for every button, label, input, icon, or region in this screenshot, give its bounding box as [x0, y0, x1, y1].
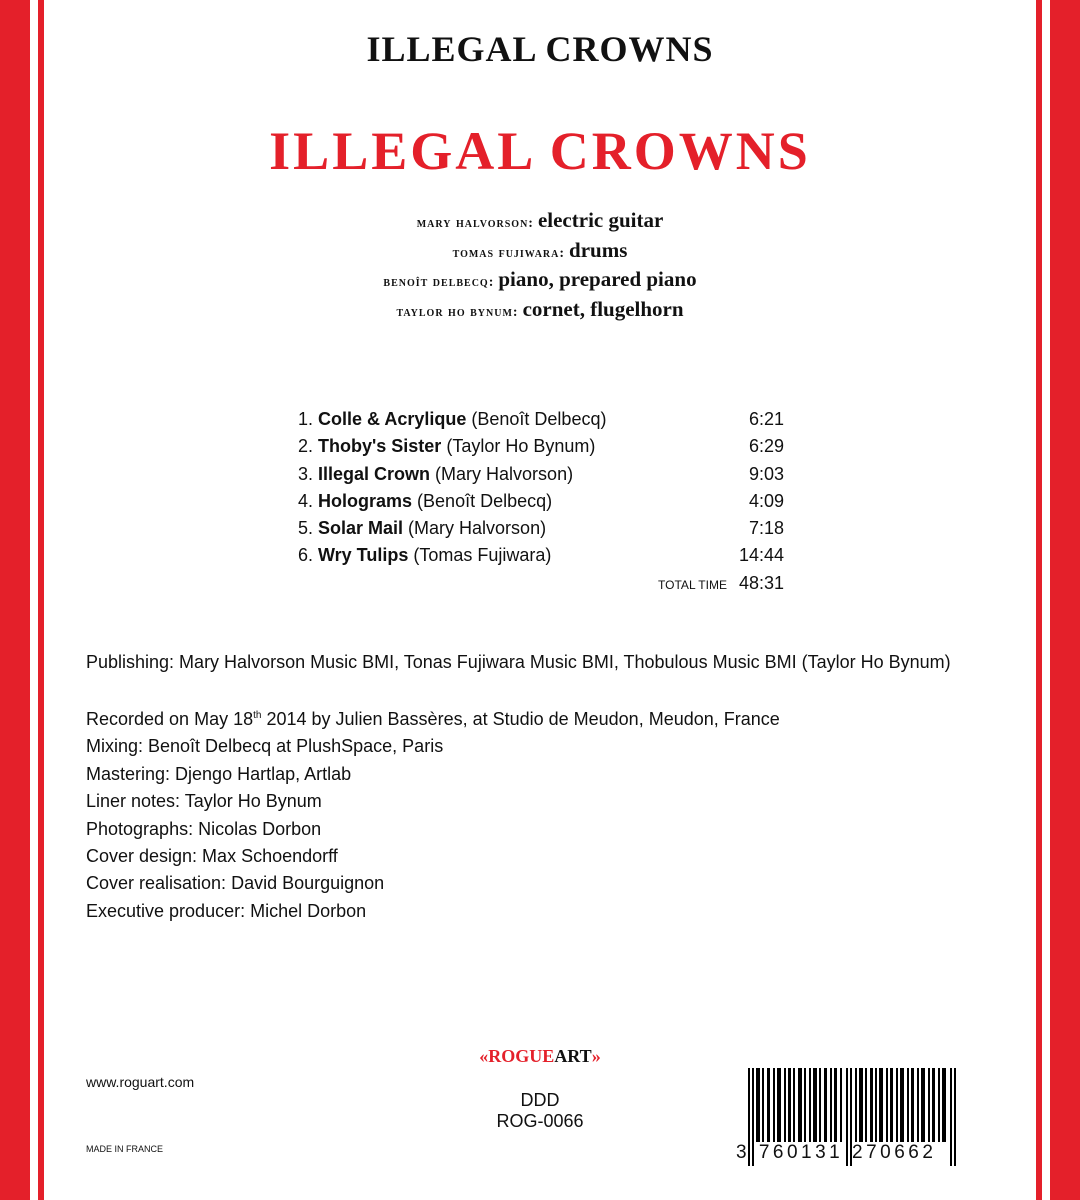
musician-name: taylor ho bynum: — [396, 304, 519, 320]
credit-line: Mixing: Benoît Delbecq at PlushSpace, Paris — [86, 736, 444, 757]
track-title: Solar Mail — [318, 518, 404, 539]
made-in-label: MADE IN FRANCE — [86, 1144, 164, 1154]
track-composer: (Benoît Delbecq) — [471, 409, 607, 429]
track-row — [298, 433, 784, 460]
musician-name: mary halvorson: — [416, 216, 534, 231]
recording-credit-text-rest: 2014 by Julien Bassères, at Studio de Meudon, Meudon, France — [261, 709, 780, 729]
date-ordinal: th — [253, 710, 262, 721]
credit-line: Photographs: Nicolas Dorbon — [86, 818, 322, 839]
track-row — [298, 488, 784, 515]
total-time-row — [298, 570, 784, 597]
total-time-label: TOTAL TIME — [658, 577, 727, 592]
track-list — [298, 406, 784, 597]
logo-close-quote: » — [591, 1046, 601, 1066]
musician-instrument: drums — [569, 237, 628, 262]
personnel-item — [0, 265, 1080, 295]
track-number: 1. — [298, 409, 314, 429]
logo-open-quote: « — [479, 1046, 489, 1066]
track-row — [298, 406, 784, 433]
logo-art: ART — [554, 1046, 592, 1066]
personnel-item — [0, 295, 1080, 325]
track-number: 6. — [298, 545, 314, 566]
track-composer: (Tomas Fujiwara) — [413, 545, 552, 566]
recording-credit-text: Recorded on May 18 — [86, 709, 254, 729]
track-duration: 7:18 — [748, 518, 784, 539]
track-info — [318, 433, 704, 460]
musician-instrument: piano, prepared piano — [498, 267, 697, 291]
musician-instrument: cornet, flugelhorn — [522, 296, 684, 321]
track-number: 2. — [298, 436, 314, 457]
track-info — [318, 461, 704, 488]
track-title: Colle & Acrylique — [318, 409, 467, 429]
spine-title: ILLEGAL CROWNS — [366, 29, 714, 69]
track-info — [318, 488, 704, 515]
track-row — [298, 461, 784, 488]
track-row — [298, 515, 784, 542]
credit-line: Cover design: Max Schoendorff — [86, 845, 338, 866]
track-composer: (Benoît Delbecq) — [417, 490, 553, 511]
track-duration: 6:29 — [748, 436, 784, 457]
track-info — [318, 515, 704, 542]
track-title: Wry Tulips — [318, 545, 409, 566]
track-title: Holograms — [318, 490, 413, 511]
track-number: 5. — [298, 518, 314, 539]
track-info — [318, 542, 704, 569]
album-title: ILLEGAL CROWNS — [269, 121, 811, 181]
track-duration: 4:09 — [748, 490, 784, 511]
track-number: 3. — [298, 463, 314, 484]
musician-instrument: electric guitar — [537, 208, 664, 232]
track-duration: 14:44 — [738, 545, 784, 566]
format-code: DDD — [520, 1090, 560, 1110]
track-title: Illegal Crown — [318, 463, 431, 484]
credit-line: Liner notes: Taylor Ho Bynum — [86, 791, 322, 812]
catalog-number: ROG-0066 — [496, 1111, 584, 1131]
credit-line: Cover realisation: David Bourguignon — [86, 873, 385, 894]
track-duration: 9:03 — [748, 463, 784, 484]
total-time-value: 48:31 — [738, 572, 784, 593]
logo-rogue: ROGUE — [488, 1046, 555, 1066]
barcode-number: 3 760131 270662 — [736, 1142, 937, 1163]
credit-line: Executive producer: Michel Dorbon — [86, 900, 367, 921]
track-info — [318, 406, 704, 433]
track-composer: (Mary Halvorson) — [408, 518, 547, 539]
track-composer: (Taylor Ho Bynum) — [446, 436, 596, 457]
musician-name: tomas fujiwara: — [452, 245, 566, 261]
track-duration: 6:21 — [748, 409, 784, 429]
credit-line: Mastering: Djengo Hartlap, Artlab — [86, 763, 352, 784]
recording-credit — [86, 706, 780, 733]
production-credits — [86, 706, 780, 925]
track-composer: (Mary Halvorson) — [435, 463, 574, 484]
website-url: www.roguart.com — [86, 1074, 195, 1090]
publishing-credits: Publishing: Mary Halvorson Music BMI, Tonas Fujiwara Music BMI, Thobulous Music BMI (Taylor Ho Bynum) — [86, 652, 951, 672]
personnel-item — [0, 206, 1080, 236]
rogueart-logo — [0, 1046, 1080, 1067]
musician-name: benoît delbecq: — [383, 275, 495, 290]
track-number: 4. — [298, 490, 314, 511]
track-row — [298, 542, 784, 569]
track-title: Thoby's Sister — [318, 436, 442, 457]
personnel-list — [0, 206, 1080, 324]
personnel-item — [0, 236, 1080, 266]
